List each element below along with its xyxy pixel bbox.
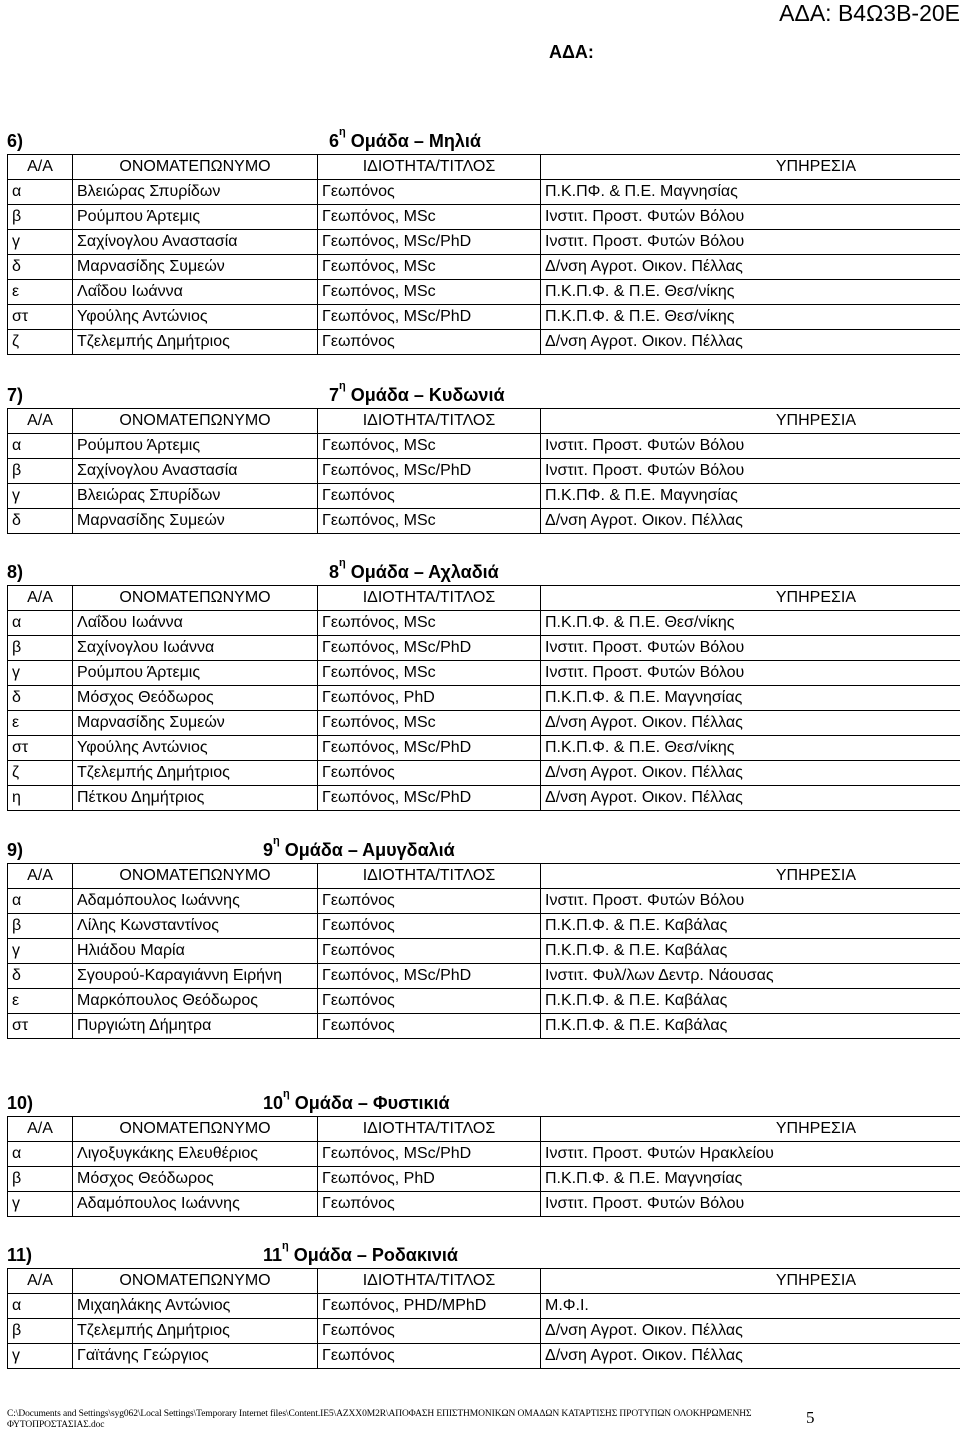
row-index: β [8,636,73,661]
group-number: 6) [7,131,24,151]
group-name: Ομάδα – Αχλαδιά [350,562,499,582]
member-name: Μιχαηλάκης Αντώνιος [73,1294,318,1319]
members-table [7,154,960,355]
member-name: Αδαμόπουλος Ιωάννης [73,1192,318,1217]
member-title: Γεωπόνος [318,484,541,509]
member-title: Γεωπόνος, MSc/PhD [318,736,541,761]
row-index: α [8,1142,73,1167]
group-number: 10) [7,1093,34,1113]
row-index: ζ [8,330,73,355]
members-table [7,1268,960,1369]
table-row [8,1192,960,1217]
member-title: Γεωπόνος, MSc [318,509,541,534]
column-header: ΙΔΙΟΤΗΤΑ/ΤΙΤΛΟΣ [318,586,541,611]
member-name: Μαρνασίδης Συμεών [73,255,318,280]
column-header: ΙΔΙΟΤΗΤΑ/ΤΙΤΛΟΣ [318,1117,541,1142]
group-title [329,557,499,585]
member-title: Γεωπόνος [318,1344,541,1369]
member-title: Γεωπόνος, MSc/PhD [318,459,541,484]
member-service: Ινστιτ. Προστ. Φυτών Βόλου [541,889,960,914]
group-name: Ομάδα – Ροδακινιά [293,1245,458,1265]
row-index: ζ [8,761,73,786]
member-name: Ρούμπου Άρτεμις [73,434,318,459]
group-ordinal-suffix: η [282,1240,289,1252]
member-service: Ινστιτ. Φυλ/λων Δεντρ. Νάουσας [541,964,960,989]
group-ordinal-suffix: η [339,380,346,392]
member-service: Ινστιτ. Προστ. Φυτών Βόλου [541,1192,960,1217]
table-row [8,230,960,255]
member-name: Σγουρού-Καραγιάννη Ειρήνη [73,964,318,989]
column-header: ΥΠΗΡΕΣΙΑ [541,586,960,611]
row-index: β [8,914,73,939]
member-service: Ινστιτ. Προστ. Φυτών Βόλου [541,434,960,459]
member-service: Δ/νση Αγροτ. Οικον. Πέλλας [541,1319,960,1344]
group-heading [7,126,849,154]
table-row [8,459,960,484]
group-section [7,1240,856,1369]
member-name: Λίλης Κωνσταντίνος [73,914,318,939]
member-name: Μαρνασίδης Συμεών [73,711,318,736]
members-table [7,585,960,811]
table-header-row [8,864,960,889]
table-row [8,1142,960,1167]
member-name: Λαΐδου Ιωάννα [73,280,318,305]
member-service: Π.Κ.Π.Φ. & Π.Ε. Καβάλας [541,914,960,939]
member-name: Μαρκόπουλος Θεόδωρος [73,989,318,1014]
group-section [7,835,856,1039]
member-service: Ινστιτ. Προστ. Φυτών Βόλου [541,661,960,686]
table-row [8,280,960,305]
group-number: 8) [7,562,24,582]
group-number: 7) [7,385,24,405]
group-ordinal: 8 [329,562,340,582]
member-service: Ινστιτ. Προστ. Φυτών Βόλου [541,459,960,484]
group-title [329,380,505,408]
ada-code: ΑΔΑ: Β4Ω3Β-20Ε [779,0,960,26]
member-title: Γεωπόνος [318,989,541,1014]
member-service: Δ/νση Αγροτ. Οικον. Πέλλας [541,1344,960,1369]
table-header-row [8,1269,960,1294]
group-ordinal-suffix: η [339,126,346,138]
member-name: Τζελεμπής Δημήτριος [73,761,318,786]
member-service: Π.Κ.Π.Φ. & Π.Ε. Μαγνησίας [541,1167,960,1192]
member-name: Υφούλης Αντώνιος [73,305,318,330]
group-heading [7,835,849,863]
row-index: α [8,889,73,914]
column-header: ΥΠΗΡΕΣΙΑ [541,409,960,434]
member-name: Μόσχος Θεόδωρος [73,686,318,711]
group-number: 11) [7,1245,33,1265]
group-heading [7,1240,849,1268]
member-name: Σαχίνογλου Αναστασία [73,230,318,255]
row-index: β [8,459,73,484]
group-title [263,835,455,863]
group-name: Ομάδα – Αμυγδαλιά [284,840,455,860]
member-name: Ρούμπου Άρτεμις [73,661,318,686]
table-row [8,1014,960,1039]
group-section [7,1088,856,1217]
member-service: Π.Κ.Π.Φ. & Π.Ε. Θεσ/νίκης [541,611,960,636]
table-row [8,736,960,761]
column-header: ΟΝΟΜΑΤΕΠΩΝΥΜΟ [73,864,318,889]
column-header: Α/Α [8,409,73,434]
group-ordinal: 9 [263,840,274,860]
member-service: Π.Κ.Π.Φ. & Π.Ε. Θεσ/νίκης [541,305,960,330]
member-service: Π.Κ.ΠΦ. & Π.Ε. Μαγνησίας [541,484,960,509]
member-name: Βλειώρας Σπυρίδων [73,180,318,205]
group-heading [7,380,849,408]
member-service: Π.Κ.Π.Φ. & Π.Ε. Μαγνησίας [541,686,960,711]
column-header: Α/Α [8,1269,73,1294]
members-table [7,1116,960,1217]
row-index: δ [8,686,73,711]
group-ordinal-suffix: η [283,1088,290,1100]
row-index: ε [8,711,73,736]
member-name: Ρούμπου Άρτεμις [73,205,318,230]
row-index: ε [8,989,73,1014]
member-title: Γεωπόνος, MSc [318,611,541,636]
column-header: ΥΠΗΡΕΣΙΑ [541,1269,960,1294]
member-service: Δ/νση Αγροτ. Οικον. Πέλλας [541,255,960,280]
member-title: Γεωπόνος, MSc/PhD [318,964,541,989]
group-name: Ομάδα – Μηλιά [350,131,481,151]
member-title: Γεωπόνος, MSc/PhD [318,230,541,255]
group-ordinal: 6 [329,131,340,151]
member-title: Γεωπόνος [318,914,541,939]
row-index: δ [8,509,73,534]
table-row [8,509,960,534]
column-header: ΥΠΗΡΕΣΙΑ [541,155,960,180]
member-service: Ινστιτ. Προστ. Φυτών Βόλου [541,636,960,661]
column-header: ΟΝΟΜΑΤΕΠΩΝΥΜΟ [73,586,318,611]
member-service: Π.Κ.Π.Φ. & Π.Ε. Θεσ/νίκης [541,736,960,761]
row-index: γ [8,661,73,686]
member-title: Γεωπόνος, MSc [318,280,541,305]
member-name: Μαρνασίδης Συμεών [73,509,318,534]
table-row [8,1344,960,1369]
member-name: Λαΐδου Ιωάννα [73,611,318,636]
column-header: ΟΝΟΜΑΤΕΠΩΝΥΜΟ [73,409,318,434]
row-index: η [8,786,73,811]
group-ordinal-suffix: η [273,835,280,847]
row-index: δ [8,255,73,280]
table-row [8,434,960,459]
table-row [8,889,960,914]
table-row [8,939,960,964]
row-index: γ [8,1344,73,1369]
member-service: Ινστιτ. Προστ. Φυτών Ηρακλείου [541,1142,960,1167]
table-row [8,611,960,636]
member-name: Γαϊτάνης Γεώργιος [73,1344,318,1369]
group-heading [7,557,849,585]
member-title: Γεωπόνος, MSc/PhD [318,1142,541,1167]
row-index: α [8,434,73,459]
group-number: 9) [7,840,24,860]
table-header-row [8,586,960,611]
row-index: στ [8,1014,73,1039]
column-header: ΥΠΗΡΕΣΙΑ [541,1117,960,1142]
row-index: β [8,1167,73,1192]
table-row [8,786,960,811]
table-row [8,1167,960,1192]
table-row [8,686,960,711]
member-name: Πέτκου Δημήτριος [73,786,318,811]
member-service: Π.Κ.Π.Φ. & Π.Ε. Θεσ/νίκης [541,280,960,305]
member-service: Π.Κ.Π.Φ. & Π.Ε. Καβάλας [541,1014,960,1039]
table-row [8,636,960,661]
member-service: Δ/νση Αγροτ. Οικον. Πέλλας [541,761,960,786]
member-service: Δ/νση Αγροτ. Οικον. Πέλλας [541,330,960,355]
members-table [7,408,960,534]
column-header: Α/Α [8,155,73,180]
table-header-row [8,409,960,434]
member-title: Γεωπόνος, PhD [318,1167,541,1192]
group-title [263,1088,450,1116]
group-ordinal: 11 [263,1245,283,1265]
ada-label: ΑΔΑ: [549,42,594,62]
group-ordinal: 10 [263,1093,284,1113]
member-name: Υφούλης Αντώνιος [73,736,318,761]
table-row [8,711,960,736]
table-row [8,661,960,686]
member-name: Λιγοξυγκάκης Ελευθέριος [73,1142,318,1167]
group-name: Ομάδα – Κυδωνιά [350,385,505,405]
table-row [8,914,960,939]
members-table [7,863,960,1039]
column-header: ΟΝΟΜΑΤΕΠΩΝΥΜΟ [73,1117,318,1142]
member-service: Δ/νση Αγροτ. Οικον. Πέλλας [541,711,960,736]
group-title [263,1240,458,1268]
column-header: Α/Α [8,864,73,889]
member-title: Γεωπόνος [318,1014,541,1039]
member-title: Γεωπόνος, MSc [318,205,541,230]
member-service: Δ/νση Αγροτ. Οικον. Πέλλας [541,786,960,811]
member-title: Γεωπόνος, PHD/MPhD [318,1294,541,1319]
member-service: Δ/νση Αγροτ. Οικον. Πέλλας [541,509,960,534]
member-name: Τζελεμπής Δημήτριος [73,330,318,355]
row-index: γ [8,939,73,964]
member-title: Γεωπόνος, MSc [318,711,541,736]
member-name: Μόσχος Θεόδωρος [73,1167,318,1192]
row-index: γ [8,1192,73,1217]
member-service: Π.Κ.Π.Φ. & Π.Ε. Καβάλας [541,989,960,1014]
column-header: ΟΝΟΜΑΤΕΠΩΝΥΜΟ [73,155,318,180]
member-service: Μ.Φ.Ι. [541,1294,960,1319]
table-row [8,255,960,280]
table-row [8,989,960,1014]
member-title: Γεωπόνος, MSc [318,255,541,280]
member-name: Σαχίνογλου Αναστασία [73,459,318,484]
row-index: α [8,180,73,205]
member-title: Γεωπόνος, MSc/PhD [318,305,541,330]
group-ordinal: 7 [329,385,340,405]
group-ordinal-suffix: η [339,557,346,569]
member-title: Γεωπόνος [318,330,541,355]
group-heading [7,1088,849,1116]
table-row [8,305,960,330]
group-title [329,126,481,154]
group-name: Ομάδα – Φυστικιά [294,1093,450,1113]
column-header: ΙΔΙΟΤΗΤΑ/ΤΙΤΛΟΣ [318,155,541,180]
group-section [7,380,856,534]
member-title: Γεωπόνος [318,180,541,205]
member-name: Βλειώρας Σπυρίδων [73,484,318,509]
table-row [8,761,960,786]
row-index: β [8,205,73,230]
page-number: 5 [806,1408,815,1427]
member-title: Γεωπόνος [318,761,541,786]
column-header: ΙΔΙΟΤΗΤΑ/ΤΙΤΛΟΣ [318,864,541,889]
member-title: Γεωπόνος [318,1192,541,1217]
table-row [8,180,960,205]
member-title: Γεωπόνος, MSc [318,661,541,686]
table-row [8,964,960,989]
row-index: στ [8,736,73,761]
group-section [7,126,856,355]
footer-file-path: C:\Documents and Settings\syg062\Local Settings\Temporary Internet files\Content.IE5\AZXX0M2R\ΑΠΟΦΑΣΗ ΕΠΙΣΤΗΜΟΝΙΚΩΝ ΟΜΑΔΩΝ ΚΑΤΑΡΤΙΣΗΣ ΠΡΟΤΥΠΩΝ ΟΛΟΚΗΡΩΜΕΝΗΣ ΦΥΤΟΠΡΟΣΤΑΣΙΑΣ.doc [7,1409,752,1430]
member-title: Γεωπόνος, PhD [318,686,541,711]
member-service: Π.Κ.ΠΦ. & Π.Ε. Μαγνησίας [541,180,960,205]
row-index: δ [8,964,73,989]
table-row [8,330,960,355]
member-name: Αδαμόπουλος Ιωάννης [73,889,318,914]
member-name: Σαχίνογλου Ιωάννα [73,636,318,661]
column-header: Α/Α [8,586,73,611]
member-name: Τζελεμπής Δημήτριος [73,1319,318,1344]
table-row [8,1294,960,1319]
member-name: Πυργιώτη Δήμητρα [73,1014,318,1039]
column-header: ΥΠΗΡΕΣΙΑ [541,864,960,889]
member-name: Ηλιάδου Μαρία [73,939,318,964]
table-row [8,1319,960,1344]
column-header: Α/Α [8,1117,73,1142]
member-title: Γεωπόνος, MSc [318,434,541,459]
row-index: γ [8,484,73,509]
table-row [8,484,960,509]
table-header-row [8,155,960,180]
row-index: β [8,1319,73,1344]
member-service: Π.Κ.Π.Φ. & Π.Ε. Καβάλας [541,939,960,964]
row-index: γ [8,230,73,255]
column-header: ΙΔΙΟΤΗΤΑ/ΤΙΤΛΟΣ [318,409,541,434]
row-index: α [8,1294,73,1319]
member-title: Γεωπόνος [318,889,541,914]
member-title: Γεωπόνος [318,1319,541,1344]
member-service: Ινστιτ. Προστ. Φυτών Βόλου [541,205,960,230]
table-header-row [8,1117,960,1142]
member-title: Γεωπόνος, MSc/PhD [318,786,541,811]
member-title: Γεωπόνος, MSc/PhD [318,636,541,661]
row-index: α [8,611,73,636]
member-title: Γεωπόνος [318,939,541,964]
row-index: στ [8,305,73,330]
row-index: ε [8,280,73,305]
column-header: ΟΝΟΜΑΤΕΠΩΝΥΜΟ [73,1269,318,1294]
member-service: Ινστιτ. Προστ. Φυτών Βόλου [541,230,960,255]
column-header: ΙΔΙΟΤΗΤΑ/ΤΙΤΛΟΣ [318,1269,541,1294]
group-section [7,557,856,811]
table-row [8,205,960,230]
